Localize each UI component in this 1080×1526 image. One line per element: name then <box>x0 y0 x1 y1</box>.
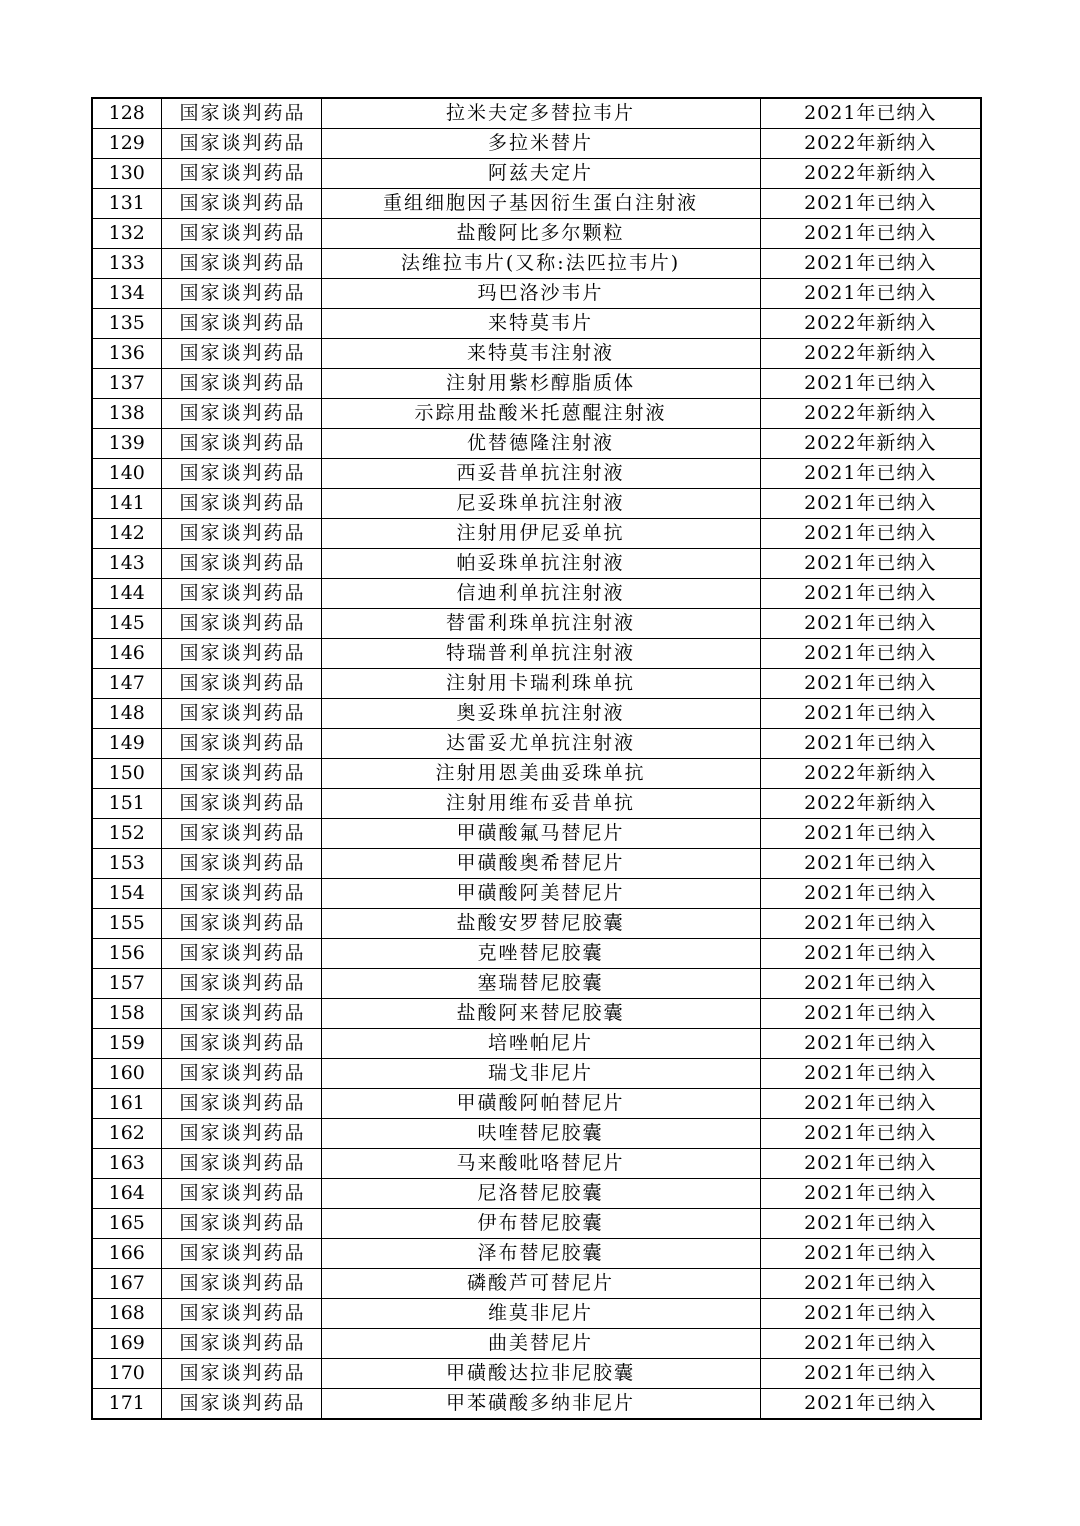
drug-category: 国家谈判药品 <box>161 1059 321 1089</box>
drug-name: 泽布替尼胶囊 <box>321 1239 760 1269</box>
table-row <box>92 279 981 309</box>
drug-name: 多拉米替片 <box>321 129 760 159</box>
table-row <box>92 639 981 669</box>
inclusion-status: 2021年已纳入 <box>760 1179 981 1209</box>
drug-category: 国家谈判药品 <box>161 279 321 309</box>
row-number: 168 <box>92 1299 161 1329</box>
drug-category: 国家谈判药品 <box>161 459 321 489</box>
inclusion-status: 2021年已纳入 <box>760 639 981 669</box>
row-number: 165 <box>92 1209 161 1239</box>
drug-name: 甲磺酸氟马替尼片 <box>321 819 760 849</box>
drug-category: 国家谈判药品 <box>161 999 321 1029</box>
inclusion-status: 2022年新纳入 <box>760 399 981 429</box>
drug-name: 阿兹夫定片 <box>321 159 760 189</box>
inclusion-status: 2021年已纳入 <box>760 459 981 489</box>
drug-name: 特瑞普利单抗注射液 <box>321 639 760 669</box>
inclusion-status: 2021年已纳入 <box>760 98 981 129</box>
inclusion-status: 2021年已纳入 <box>760 1389 981 1420</box>
row-number: 152 <box>92 819 161 849</box>
table-row <box>92 1089 981 1119</box>
drug-category: 国家谈判药品 <box>161 1149 321 1179</box>
inclusion-status: 2021年已纳入 <box>760 1269 981 1299</box>
drug-name: 优替德隆注射液 <box>321 429 760 459</box>
inclusion-status: 2021年已纳入 <box>760 729 981 759</box>
inclusion-status: 2021年已纳入 <box>760 879 981 909</box>
inclusion-status: 2021年已纳入 <box>760 1089 981 1119</box>
table-row <box>92 1299 981 1329</box>
row-number: 157 <box>92 969 161 999</box>
row-number: 145 <box>92 609 161 639</box>
table-row <box>92 609 981 639</box>
inclusion-status: 2021年已纳入 <box>760 609 981 639</box>
row-number: 170 <box>92 1359 161 1389</box>
table-row <box>92 189 981 219</box>
row-number: 154 <box>92 879 161 909</box>
table-body <box>92 98 981 1419</box>
drug-category: 国家谈判药品 <box>161 399 321 429</box>
inclusion-status: 2021年已纳入 <box>760 1029 981 1059</box>
drug-category: 国家谈判药品 <box>161 1029 321 1059</box>
table-row <box>92 1029 981 1059</box>
inclusion-status: 2022年新纳入 <box>760 759 981 789</box>
drug-category: 国家谈判药品 <box>161 219 321 249</box>
row-number: 129 <box>92 129 161 159</box>
drug-name: 磷酸芦可替尼片 <box>321 1269 760 1299</box>
table-row <box>92 849 981 879</box>
table-row <box>92 879 981 909</box>
table-row <box>92 789 981 819</box>
inclusion-status: 2022年新纳入 <box>760 159 981 189</box>
row-number: 146 <box>92 639 161 669</box>
inclusion-status: 2021年已纳入 <box>760 1149 981 1179</box>
drug-category: 国家谈判药品 <box>161 879 321 909</box>
row-number: 132 <box>92 219 161 249</box>
drug-category: 国家谈判药品 <box>161 639 321 669</box>
drug-category: 国家谈判药品 <box>161 339 321 369</box>
inclusion-status: 2022年新纳入 <box>760 309 981 339</box>
row-number: 131 <box>92 189 161 219</box>
drug-category: 国家谈判药品 <box>161 159 321 189</box>
inclusion-status: 2021年已纳入 <box>760 819 981 849</box>
table-row <box>92 1269 981 1299</box>
drug-name: 曲美替尼片 <box>321 1329 760 1359</box>
row-number: 150 <box>92 759 161 789</box>
drug-category: 国家谈判药品 <box>161 669 321 699</box>
table-row <box>92 98 981 129</box>
inclusion-status: 2021年已纳入 <box>760 549 981 579</box>
row-number: 169 <box>92 1329 161 1359</box>
table-row <box>92 519 981 549</box>
row-number: 140 <box>92 459 161 489</box>
inclusion-status: 2021年已纳入 <box>760 1329 981 1359</box>
table-row <box>92 1239 981 1269</box>
row-number: 167 <box>92 1269 161 1299</box>
drug-category: 国家谈判药品 <box>161 579 321 609</box>
row-number: 137 <box>92 369 161 399</box>
drug-category: 国家谈判药品 <box>161 699 321 729</box>
inclusion-status: 2021年已纳入 <box>760 669 981 699</box>
drug-name: 示踪用盐酸米托蒽醌注射液 <box>321 399 760 429</box>
inclusion-status: 2022年新纳入 <box>760 429 981 459</box>
row-number: 158 <box>92 999 161 1029</box>
table-row <box>92 939 981 969</box>
drug-category: 国家谈判药品 <box>161 789 321 819</box>
inclusion-status: 2022年新纳入 <box>760 339 981 369</box>
table-row <box>92 759 981 789</box>
drug-name: 甲磺酸阿美替尼片 <box>321 879 760 909</box>
inclusion-status: 2021年已纳入 <box>760 909 981 939</box>
drug-name: 甲磺酸达拉非尼胶囊 <box>321 1359 760 1389</box>
table-row <box>92 369 981 399</box>
drug-name: 信迪利单抗注射液 <box>321 579 760 609</box>
table-row <box>92 1149 981 1179</box>
row-number: 130 <box>92 159 161 189</box>
drug-name: 重组细胞因子基因衍生蛋白注射液 <box>321 189 760 219</box>
drug-category: 国家谈判药品 <box>161 489 321 519</box>
inclusion-status: 2021年已纳入 <box>760 579 981 609</box>
drug-name: 拉米夫定多替拉韦片 <box>321 98 760 129</box>
table-row <box>92 549 981 579</box>
drug-name: 马来酸吡咯替尼片 <box>321 1149 760 1179</box>
inclusion-status: 2021年已纳入 <box>760 219 981 249</box>
inclusion-status: 2021年已纳入 <box>760 1059 981 1089</box>
drug-category: 国家谈判药品 <box>161 1179 321 1209</box>
drug-name: 甲磺酸奥希替尼片 <box>321 849 760 879</box>
drug-category: 国家谈判药品 <box>161 1239 321 1269</box>
row-number: 149 <box>92 729 161 759</box>
table-row <box>92 429 981 459</box>
table-row <box>92 129 981 159</box>
row-number: 136 <box>92 339 161 369</box>
drug-name: 达雷妥尤单抗注射液 <box>321 729 760 759</box>
drug-name: 法维拉韦片(又称:法匹拉韦片) <box>321 249 760 279</box>
drug-category: 国家谈判药品 <box>161 429 321 459</box>
row-number: 162 <box>92 1119 161 1149</box>
row-number: 151 <box>92 789 161 819</box>
drug-name: 替雷利珠单抗注射液 <box>321 609 760 639</box>
table-row <box>92 1119 981 1149</box>
drug-name: 盐酸阿来替尼胶囊 <box>321 999 760 1029</box>
inclusion-status: 2021年已纳入 <box>760 369 981 399</box>
inclusion-status: 2021年已纳入 <box>760 489 981 519</box>
inclusion-status: 2021年已纳入 <box>760 999 981 1029</box>
inclusion-status: 2021年已纳入 <box>760 519 981 549</box>
row-number: 147 <box>92 669 161 699</box>
inclusion-status: 2021年已纳入 <box>760 969 981 999</box>
row-number: 133 <box>92 249 161 279</box>
drug-name: 甲磺酸阿帕替尼片 <box>321 1089 760 1119</box>
inclusion-status: 2021年已纳入 <box>760 1239 981 1269</box>
inclusion-status: 2021年已纳入 <box>760 849 981 879</box>
row-number: 148 <box>92 699 161 729</box>
inclusion-status: 2021年已纳入 <box>760 1209 981 1239</box>
row-number: 160 <box>92 1059 161 1089</box>
inclusion-status: 2021年已纳入 <box>760 939 981 969</box>
table-row <box>92 309 981 339</box>
drug-name: 注射用维布妥昔单抗 <box>321 789 760 819</box>
drug-name: 来特莫韦注射液 <box>321 339 760 369</box>
drug-category: 国家谈判药品 <box>161 1119 321 1149</box>
drug-category: 国家谈判药品 <box>161 519 321 549</box>
table-row <box>92 1059 981 1089</box>
inclusion-status: 2021年已纳入 <box>760 279 981 309</box>
row-number: 171 <box>92 1389 161 1420</box>
table-row <box>92 1329 981 1359</box>
row-number: 141 <box>92 489 161 519</box>
drug-category: 国家谈判药品 <box>161 249 321 279</box>
table-row <box>92 699 981 729</box>
drug-category: 国家谈判药品 <box>161 849 321 879</box>
drug-name: 玛巴洛沙韦片 <box>321 279 760 309</box>
table-row <box>92 909 981 939</box>
drug-name: 奥妥珠单抗注射液 <box>321 699 760 729</box>
inclusion-status: 2021年已纳入 <box>760 1299 981 1329</box>
inclusion-status: 2021年已纳入 <box>760 699 981 729</box>
row-number: 144 <box>92 579 161 609</box>
table-row <box>92 1179 981 1209</box>
drug-category: 国家谈判药品 <box>161 129 321 159</box>
row-number: 139 <box>92 429 161 459</box>
table-row <box>92 729 981 759</box>
drug-name: 维莫非尼片 <box>321 1299 760 1329</box>
drug-category: 国家谈判药品 <box>161 819 321 849</box>
drug-category: 国家谈判药品 <box>161 909 321 939</box>
drug-name: 盐酸安罗替尼胶囊 <box>321 909 760 939</box>
drug-category: 国家谈判药品 <box>161 1269 321 1299</box>
table-row <box>92 969 981 999</box>
drug-name: 塞瑞替尼胶囊 <box>321 969 760 999</box>
drug-category: 国家谈判药品 <box>161 189 321 219</box>
row-number: 159 <box>92 1029 161 1059</box>
drug-name: 呋喹替尼胶囊 <box>321 1119 760 1149</box>
row-number: 143 <box>92 549 161 579</box>
table-row <box>92 1389 981 1420</box>
inclusion-status: 2022年新纳入 <box>760 129 981 159</box>
drug-name: 注射用恩美曲妥珠单抗 <box>321 759 760 789</box>
table-row <box>92 1209 981 1239</box>
table-row <box>92 579 981 609</box>
drug-category: 国家谈判药品 <box>161 1299 321 1329</box>
drug-category: 国家谈判药品 <box>161 369 321 399</box>
row-number: 138 <box>92 399 161 429</box>
drug-category: 国家谈判药品 <box>161 309 321 339</box>
table-row <box>92 339 981 369</box>
drug-name: 克唑替尼胶囊 <box>321 939 760 969</box>
drug-category: 国家谈判药品 <box>161 729 321 759</box>
drug-name: 盐酸阿比多尔颗粒 <box>321 219 760 249</box>
table-row <box>92 459 981 489</box>
inclusion-status: 2021年已纳入 <box>760 249 981 279</box>
inclusion-status: 2022年新纳入 <box>760 789 981 819</box>
row-number: 156 <box>92 939 161 969</box>
table-row <box>92 159 981 189</box>
drug-name: 注射用卡瑞利珠单抗 <box>321 669 760 699</box>
row-number: 161 <box>92 1089 161 1119</box>
inclusion-status: 2021年已纳入 <box>760 1119 981 1149</box>
drug-category: 国家谈判药品 <box>161 1329 321 1359</box>
drug-category: 国家谈判药品 <box>161 1089 321 1119</box>
inclusion-status: 2021年已纳入 <box>760 1359 981 1389</box>
row-number: 166 <box>92 1239 161 1269</box>
inclusion-status: 2021年已纳入 <box>760 189 981 219</box>
table-row <box>92 249 981 279</box>
drug-name: 来特莫韦片 <box>321 309 760 339</box>
drug-category: 国家谈判药品 <box>161 759 321 789</box>
drug-name: 尼妥珠单抗注射液 <box>321 489 760 519</box>
drug-category: 国家谈判药品 <box>161 1359 321 1389</box>
table-row <box>92 819 981 849</box>
table-row <box>92 399 981 429</box>
table-row <box>92 1359 981 1389</box>
drug-category: 国家谈判药品 <box>161 969 321 999</box>
drug-name: 注射用伊尼妥单抗 <box>321 519 760 549</box>
drug-name: 甲苯磺酸多纳非尼片 <box>321 1389 760 1420</box>
drug-category: 国家谈判药品 <box>161 549 321 579</box>
drug-list-table <box>91 97 982 1420</box>
table-row <box>92 669 981 699</box>
drug-category: 国家谈判药品 <box>161 1209 321 1239</box>
drug-name: 伊布替尼胶囊 <box>321 1209 760 1239</box>
drug-category: 国家谈判药品 <box>161 609 321 639</box>
drug-category: 国家谈判药品 <box>161 98 321 129</box>
table-row <box>92 219 981 249</box>
drug-category: 国家谈判药品 <box>161 939 321 969</box>
drug-category: 国家谈判药品 <box>161 1389 321 1420</box>
row-number: 135 <box>92 309 161 339</box>
drug-name: 尼洛替尼胶囊 <box>321 1179 760 1209</box>
table-row <box>92 999 981 1029</box>
drug-name: 培唑帕尼片 <box>321 1029 760 1059</box>
drug-name: 西妥昔单抗注射液 <box>321 459 760 489</box>
drug-name: 帕妥珠单抗注射液 <box>321 549 760 579</box>
row-number: 163 <box>92 1149 161 1179</box>
row-number: 164 <box>92 1179 161 1209</box>
row-number: 155 <box>92 909 161 939</box>
table-row <box>92 489 981 519</box>
drug-name: 注射用紫杉醇脂质体 <box>321 369 760 399</box>
row-number: 153 <box>92 849 161 879</box>
row-number: 128 <box>92 98 161 129</box>
row-number: 142 <box>92 519 161 549</box>
row-number: 134 <box>92 279 161 309</box>
drug-name: 瑞戈非尼片 <box>321 1059 760 1089</box>
